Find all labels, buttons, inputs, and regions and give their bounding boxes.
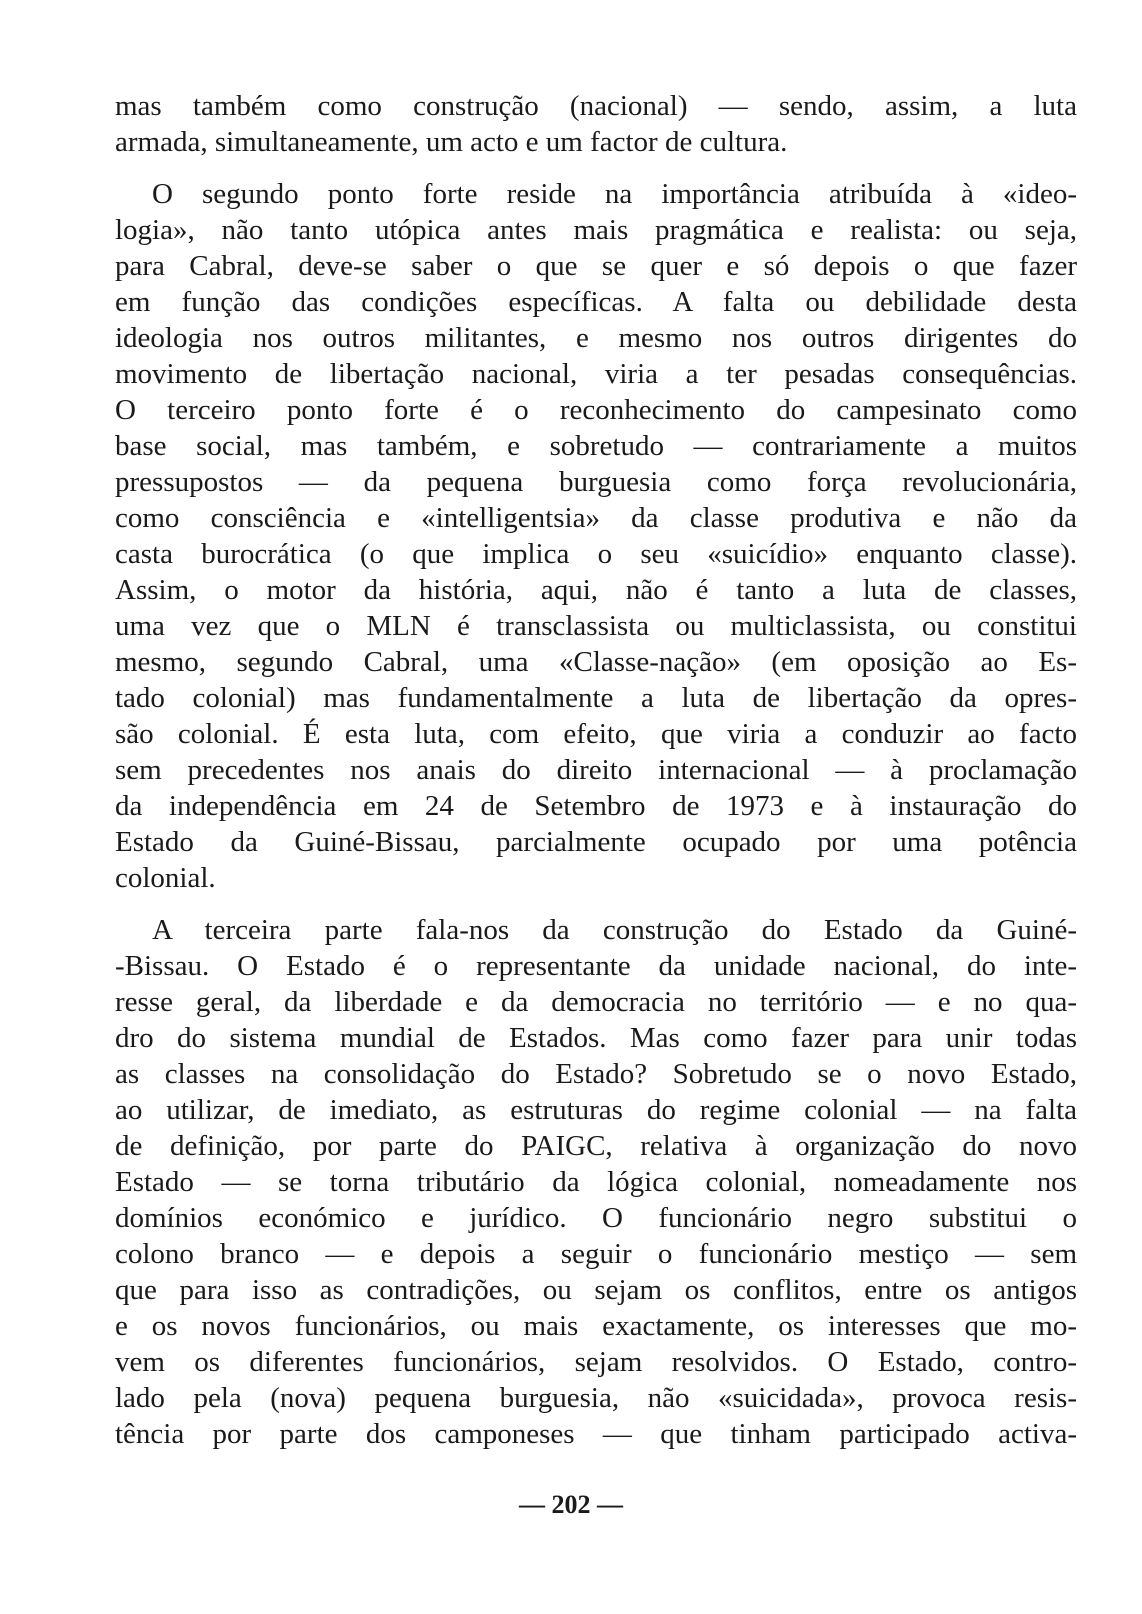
text-line: da independência em 24 de Setembro de 1973 e à instauração do xyxy=(115,790,1077,822)
text-line: lado pela (nova) pequena burguesia, não «suicidada», provoca resis- xyxy=(115,1382,1077,1414)
text-line: ideologia nos outros militantes, e mesmo nos outros dirigentes do xyxy=(115,322,1077,354)
text-line: uma vez que o MLN é transclassista ou multiclassista, ou constitui xyxy=(115,610,1077,642)
text-line: logia», não tanto utópica antes mais pragmática e realista: ou seja, xyxy=(115,214,1077,246)
text-line: e os novos funcionários, ou mais exactamente, os interesses que mo- xyxy=(115,1310,1077,1342)
text-line: base social, mas também, e sobretudo — contrariamente a muitos xyxy=(115,430,1077,462)
text-line: movimento de libertação nacional, viria a ter pesadas consequências. xyxy=(115,358,1077,390)
text-line: ao utilizar, de imediato, as estruturas do regime colonial — na falta xyxy=(115,1094,1077,1126)
text-line: Estado da Guiné-Bissau, parcialmente ocupado por uma potência xyxy=(115,826,1077,858)
text-line: -Bissau. O Estado é o representante da unidade nacional, do inte- xyxy=(115,950,1077,982)
text-line: O terceiro ponto forte é o reconhecimento do campesinato como xyxy=(115,394,1077,426)
text-line: as classes na consolidação do Estado? Sobretudo se o novo Estado, xyxy=(115,1058,1077,1090)
text-line: de definição, por parte do PAIGC, relativa à organização do novo xyxy=(115,1130,1077,1162)
text-line: vem os diferentes funcionários, sejam resolvidos. O Estado, contro- xyxy=(115,1346,1077,1378)
text-line: como consciência e «intelligentsia» da classe produtiva e não da xyxy=(115,502,1077,534)
text-line: Estado — se torna tributário da lógica colonial, nomeadamente nos xyxy=(115,1166,1077,1198)
text-line: pressupostos — da pequena burguesia como força revolucionária, xyxy=(115,466,1077,498)
text-line: colonial. xyxy=(115,862,216,894)
text-line: são colonial. É esta luta, com efeito, que viria a conduzir ao facto xyxy=(115,718,1077,750)
text-line: domínios económico e jurídico. O funcionário negro substitui o xyxy=(115,1202,1077,1234)
text-line: Assim, o motor da história, aqui, não é tanto a luta de classes, xyxy=(115,574,1077,606)
text-line: mas também como construção (nacional) — sendo, assim, a luta xyxy=(115,90,1077,122)
text-line: colono branco — e depois a seguir o funcionário mestiço — sem xyxy=(115,1238,1077,1270)
text-line: mesmo, segundo Cabral, uma «Classe-nação» (em oposição ao Es- xyxy=(115,646,1077,678)
text-line: tência por parte dos camponeses — que tinham participado activa- xyxy=(115,1418,1077,1450)
text-line: sem precedentes nos anais do direito internacional — à proclamação xyxy=(115,754,1077,786)
text-line: casta burocrática (o que implica o seu «suicídio» enquanto classe). xyxy=(115,538,1077,570)
text-line: em função das condições específicas. A falta ou debilidade desta xyxy=(115,286,1077,318)
text-line: para Cabral, deve-se saber o que se quer e só depois o que fazer xyxy=(115,250,1077,282)
text-line: que para isso as contradições, ou sejam os conflitos, entre os antigos xyxy=(115,1274,1077,1306)
text-line: tado colonial) mas fundamentalmente a luta de libertação da opres- xyxy=(115,682,1077,714)
page-number: — 202 — xyxy=(519,1490,623,1519)
text-line: O segundo ponto forte reside na importância atribuída à «ideo- xyxy=(152,178,1077,210)
text-line: A terceira parte fala-nos da construção do Estado da Guiné- xyxy=(152,914,1077,946)
text-line: armada, simultaneamente, um acto e um factor de cultura. xyxy=(115,126,788,158)
text-line: resse geral, da liberdade e da democracia no território — e no qua- xyxy=(115,986,1077,1018)
text-line: dro do sistema mundial de Estados. Mas como fazer para unir todas xyxy=(115,1022,1077,1054)
